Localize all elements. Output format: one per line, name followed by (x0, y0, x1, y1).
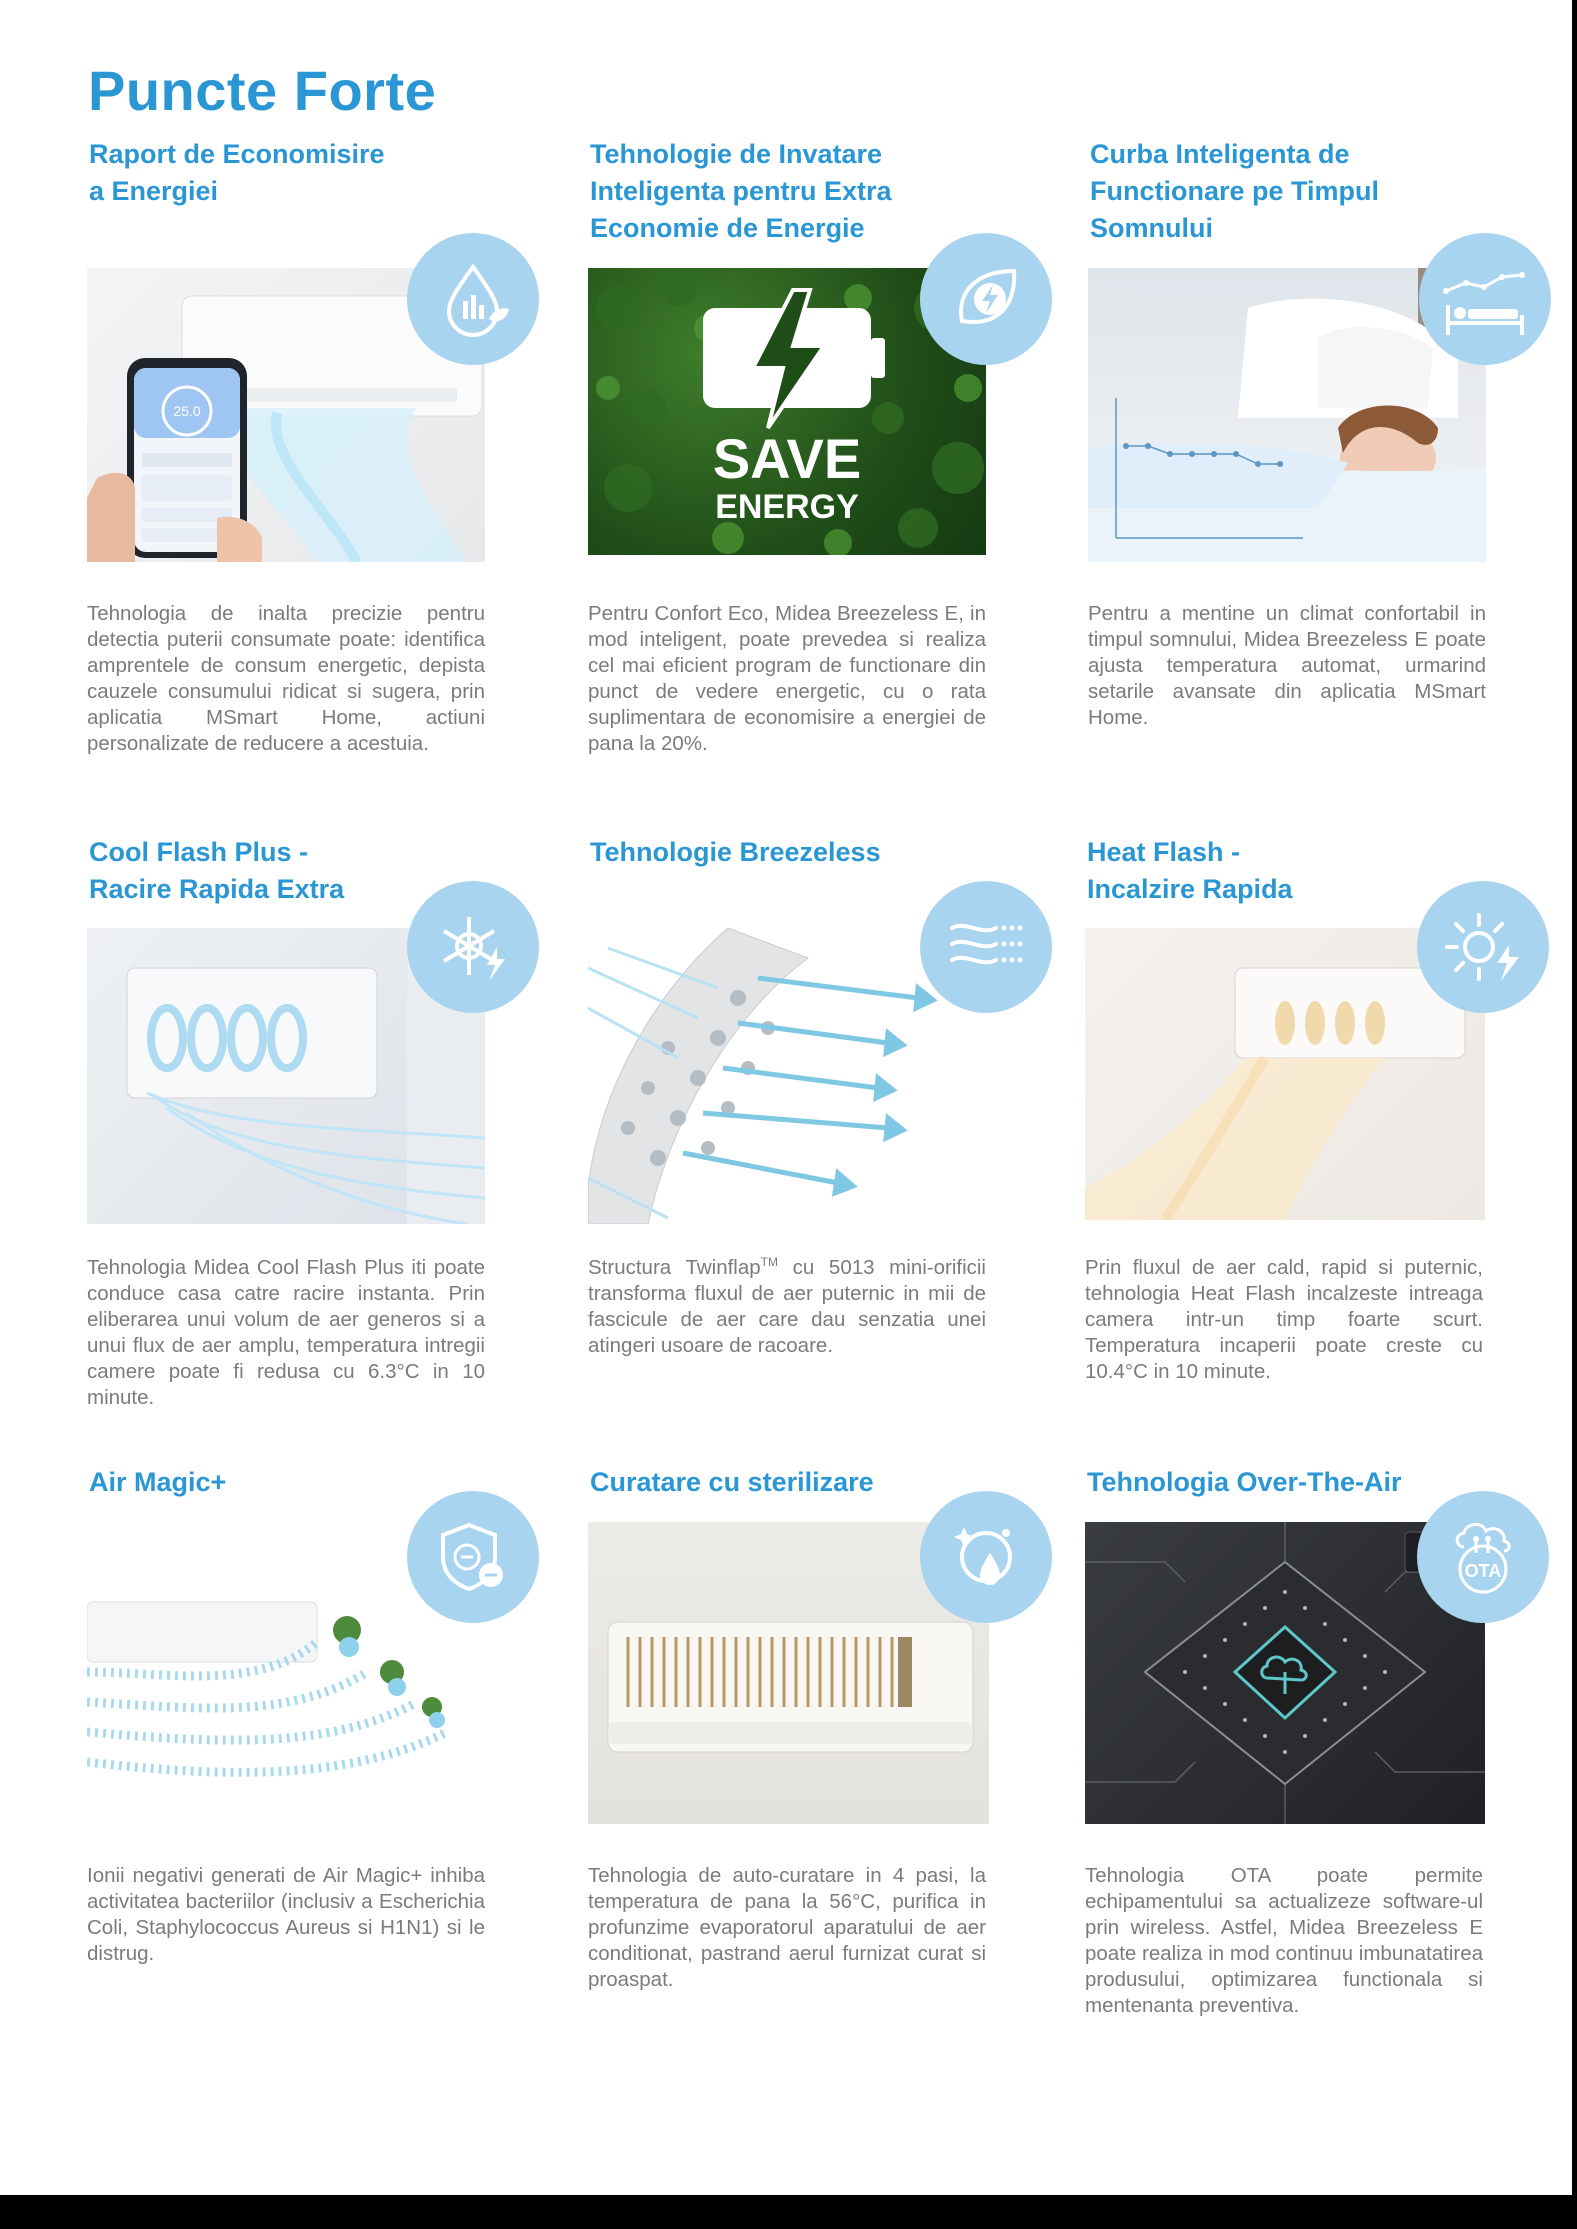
water-drop-sparkle-icon (920, 1491, 1052, 1623)
feature-description: Tehnologia de inalta precizie pentru detectia puterii consumate poate: identifica amprentele de consum energetic, depista cauzele consumului ridicat si sugera, prin aplicatia MSmart Home, actiuni personalizate de reducere a acestuia. (87, 602, 485, 755)
sleep-curve-icon (1419, 233, 1551, 365)
sun-lightning-icon (1417, 881, 1549, 1013)
ota-cloud-icon (1417, 1491, 1549, 1623)
feature-title: Heat Flash - Incalzire Rapida (1087, 837, 1293, 904)
energy-report-icon (407, 233, 539, 365)
feature-title: Tehnologie de Invatare Inteligenta pentru Extra Economie de Energie (590, 139, 892, 243)
feature-title: Curatare cu sterilizare (590, 1467, 874, 1497)
feature-title: Curba Inteligenta de Functionare pe Timpul Somnului (1090, 139, 1380, 243)
bottom-border (0, 2195, 1577, 2229)
feature-description (588, 1255, 986, 1359)
trademark-mark: TM (760, 1255, 778, 1270)
feature-description: Ionii negativi generati de Air Magic+ inhiba activitatea bacteriilor (inclusiv a Escherichia Coli, Staphylococcus Aureus si H1N1) si le distrug. (87, 1864, 485, 1965)
breeze-airflow-icon (920, 881, 1052, 1013)
feature-title: Raport de Economisire a Energiei (89, 139, 385, 206)
energy-label: ENERGY (715, 488, 859, 526)
feature-title: Cool Flash Plus - Racire Rapida Extra (89, 837, 345, 904)
feature-description: Tehnologia de auto-curatare in 4 pasi, la temperatura de pana la 56°C, purifica in profunzime evaporatorul aparatului de aer conditionat, pastrand aerul furnizat curat si proaspat. (588, 1864, 986, 1991)
feature-description: Pentru a mentine un climat confortabil in timpul somnului, Midea Breezeless E poate ajusta temperatura automat, urmarind setarile avansate din aplicatia MSmart Home. (1088, 602, 1486, 729)
feature-title: Tehnologie Breezeless (590, 837, 881, 867)
feature-description: Tehnologia OTA poate permite echipamentului sa actualizeze software-ul prin wireless. Astfel, Midea Breezeless E poate realiza in mod continuu imbunatatirea produsului, optimizarea functionala si mentenanta preventiva. (1085, 1864, 1483, 2017)
feature-title: Air Magic+ (89, 1467, 227, 1497)
feature-description: Pentru Confort Eco, Midea Breezeless E, in mod inteligent, poate prevedea si realiza cel mai eficient program de functionare din punct de vedere energetic, cu o rata suplimentara de economisire a energiei de pana la 20%. (588, 602, 986, 755)
shield-bacteria-icon (407, 1491, 539, 1623)
description-part: cu 5013 mini-orificii transforma fluxul de aer puternic in mii de fascicule de aer care dau senzatia unei atingeri usoare de racoare. (588, 1256, 986, 1357)
phone-temperature-label: 25.0 (173, 403, 201, 419)
feature-description: Tehnologia Midea Cool Flash Plus iti poate conduce casa catre racire instanta. Prin eliberarea unui volum de aer generos si a unui flux de aer amplu, temperatura intregii camere poate fi redusa cu 6.3°C in 10 minute. (87, 1256, 485, 1409)
page-title: Puncte Forte (88, 59, 437, 122)
description-part: Structura Twinflap (588, 1256, 761, 1279)
snowflake-lightning-icon (407, 881, 539, 1013)
feature-description: Prin fluxul de aer cald, rapid si puternic, tehnologia Heat Flash incalzeste intreaga camera intr-un timp foarte scurt. Temperatura incaperii poate creste cu 10.4°C in 10 minute. (1085, 1256, 1483, 1383)
right-border (1572, 0, 1577, 2229)
save-label: SAVE (712, 427, 862, 490)
leaf-lightning-icon (920, 233, 1052, 365)
feature-title: Tehnologia Over-The-Air (1087, 1467, 1402, 1497)
ota-badge-label: OTA (1464, 1561, 1502, 1581)
